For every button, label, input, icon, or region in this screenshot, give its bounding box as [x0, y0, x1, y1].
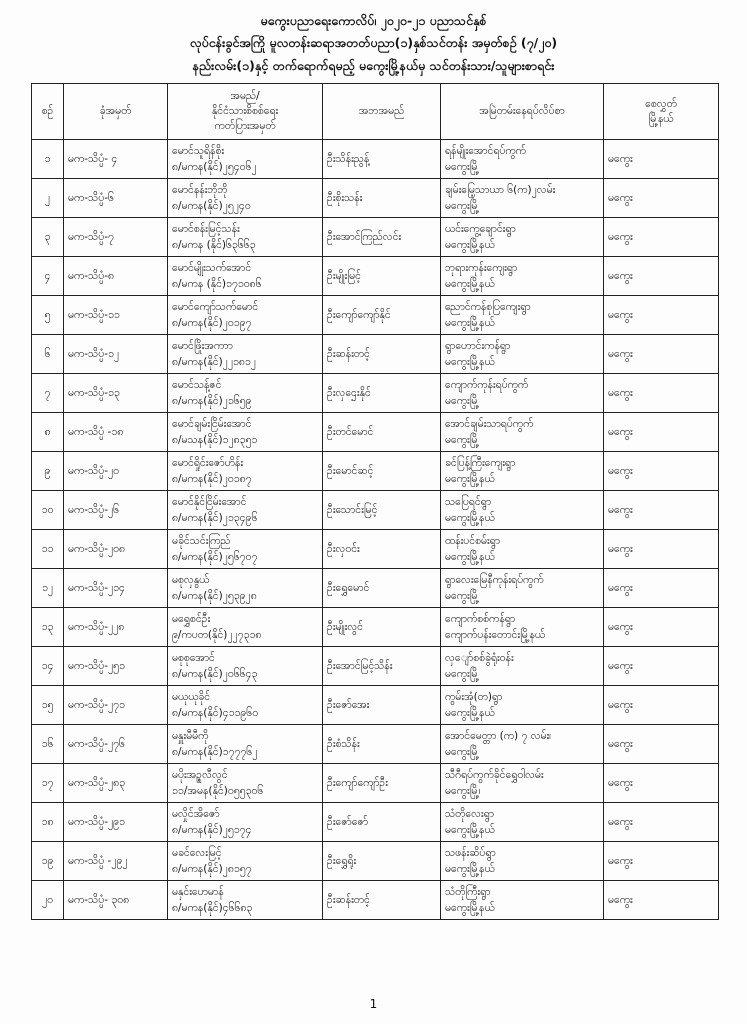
row-address — [441, 881, 604, 920]
row-nrc: ၈/မကန(နိုင်)၂၂၁၈၁၂ — [172, 356, 256, 368]
row-roll: မက-သိပ္ပံ- ၃၀၈ — [64, 881, 168, 920]
header-township-line: စေလွှတ် — [645, 97, 677, 110]
row-name: မစုလှနွယ် — [172, 574, 210, 586]
row-father: ဦးဆန်းတင့် — [323, 335, 441, 374]
row-name-id — [168, 530, 323, 569]
row-no: ၇ — [32, 374, 64, 413]
row-no: ၁၂ — [32, 569, 64, 608]
row-name-id — [168, 686, 323, 725]
row-township: မကွေး — [604, 608, 719, 647]
row-father: ဦးလှဝင်း — [323, 530, 441, 569]
row-address — [441, 413, 604, 452]
row-address-line1: ကွမ်းအုံ(တ)ရွာ — [445, 691, 503, 703]
row-no: ၈ — [32, 413, 64, 452]
table-row — [32, 179, 719, 218]
page-number: 1 — [369, 997, 378, 1011]
row-address-line1: သပြေရင်ရွာ — [445, 496, 492, 508]
row-address — [441, 491, 604, 530]
row-name: မောင်မျိုးသက်အောင် — [172, 262, 252, 274]
row-no: ၄ — [32, 257, 64, 296]
row-roll: မက-သိပ္ပံ-၁၃ — [64, 374, 168, 413]
row-name-id — [168, 374, 323, 413]
row-roll: မက-သိပ္ပံ-၂၀ — [64, 452, 168, 491]
header-name-id — [168, 84, 323, 140]
row-address — [441, 803, 604, 842]
row-address-line2: မကွေးမြို့ — [445, 746, 480, 758]
row-nrc: ၈/မကန(နိုင်)၁၇၇၇၆၂ — [172, 746, 258, 758]
row-township: မကွေး — [604, 413, 719, 452]
row-name-id — [168, 257, 323, 296]
row-address — [441, 608, 604, 647]
row-no: ၁ — [32, 140, 64, 179]
row-name-id — [168, 140, 323, 179]
table-header-row — [32, 84, 719, 140]
table-row — [32, 569, 719, 608]
row-address-line2: မကွေးမြို့ — [445, 395, 480, 407]
row-township: မကွေး — [604, 335, 719, 374]
row-address-line2: မကွေးမြို့ — [445, 200, 480, 212]
row-address — [441, 296, 604, 335]
row-father: ဦးရွှေရိုး — [323, 842, 441, 881]
row-township: မကွေး — [604, 257, 719, 296]
table-row — [32, 530, 719, 569]
row-township: မကွေး — [604, 842, 719, 881]
trainee-table — [31, 83, 719, 920]
row-township: မကွေး — [604, 374, 719, 413]
row-no: ၁၄ — [32, 647, 64, 686]
row-father: ဦးသိန်းညွန့် — [323, 140, 441, 179]
row-nrc: ၈/မကန (နိုင်)၁၇၁၀၈၆ — [172, 278, 262, 290]
row-roll: မက-သိပ္ပံ-၂၇၁ — [64, 686, 168, 725]
row-address-line2: မကွေးမြို့ — [445, 434, 480, 446]
table-row — [32, 725, 719, 764]
table-row — [32, 881, 719, 920]
row-name-id — [168, 491, 323, 530]
row-father: ဦးတင်မောင် — [323, 413, 441, 452]
row-township: မကွေး — [604, 647, 719, 686]
row-father: ဦးဇော်ဇော် — [323, 803, 441, 842]
row-address-line2: မကွေးမြို့နယ် — [445, 317, 495, 329]
table-row — [32, 491, 719, 530]
row-address-line1: သီဂီရပ်ကွက်ခိုင်ရွှေဝါလမ်း — [445, 769, 544, 781]
table-row — [32, 764, 719, 803]
row-roll: မက-သိပ္ပံ-၂၆ — [64, 491, 168, 530]
row-nrc: ၈/မကန(နိုင်)၂၅၂၄၀ — [172, 200, 251, 212]
row-name-id — [168, 608, 323, 647]
row-no: ၁၅ — [32, 686, 64, 725]
row-township: မကွေး — [604, 452, 719, 491]
row-township: မကွေး — [604, 803, 719, 842]
row-address-line1: ရွာလေးမြေနီကုန်းရပ်ကွက် — [445, 574, 544, 586]
row-address-line1: လှျော်စစ်ခွဲရုံးဝန်း — [445, 652, 514, 664]
row-nrc: ၈/မကန (နိုင်)၆၃၆၆၃ — [172, 239, 256, 251]
row-address-line2: ကျောက်ပန်းတောင်းမြို့နယ် — [445, 629, 546, 641]
row-address-line1: ကျောက်စစ်ကန်ရွာ — [445, 613, 516, 625]
row-name: မစုစုအောင် — [172, 652, 215, 664]
row-address — [441, 725, 604, 764]
table-row — [32, 647, 719, 686]
row-address-line1: သဖန်းဆိပ်ရွာ — [445, 847, 496, 859]
row-roll: မက-သိပ္ပံ-၁၁ — [64, 296, 168, 335]
row-name: မောင်သန့်ဇင် — [172, 379, 222, 391]
row-address-line1: ရွာဟောင်းကန်ရွာ — [445, 340, 511, 352]
row-no: ၁၀ — [32, 491, 64, 530]
row-address-line2: မကွေးမြို့နယ် — [445, 824, 495, 836]
row-roll: မက-သိပ္ပံ -၂၉၂ — [64, 842, 168, 881]
row-no: ၁၉ — [32, 842, 64, 881]
row-address — [441, 647, 604, 686]
row-no: ၁၃ — [32, 608, 64, 647]
row-father: ဦးကျော်ကျော်ဦး — [323, 764, 441, 803]
row-name: မခင်လေးမြင့် — [172, 847, 222, 859]
document-title: မကွေးပညာရေးကောလိပ်၊ ၂၀၂၀-၂၁ ပညာသင်နှစ် — [260, 13, 487, 28]
row-name-id — [168, 842, 323, 881]
row-address — [441, 842, 604, 881]
row-name: မရွှေစင်ဦး — [172, 613, 211, 625]
table-body — [32, 140, 719, 920]
row-address-line2: မကွေးမြို့နယ် — [445, 512, 495, 524]
row-address-line2: မကွေးမြို့နယ် — [445, 707, 495, 719]
row-name: မောင်ရှိုင်းဇော်ဟိန်း — [172, 457, 243, 469]
row-nrc: ၈/မသန(နိုင်)၁၂၈၃၅၁ — [172, 434, 258, 446]
row-township: မကွေး — [604, 491, 719, 530]
row-no: ၂၀ — [32, 881, 64, 920]
row-township: မကွေး — [604, 725, 719, 764]
row-address-line2: မကွေးမြို့၊ — [445, 785, 481, 797]
row-address-line1: သံတိုကြီးရွာ — [445, 886, 491, 898]
header-address: အမြဲတမ်းနေရပ်လိပ်စာ — [441, 84, 604, 140]
header-name-id-line: နိုင်ငံသားစိစစ်ရေး — [211, 105, 279, 117]
row-address-line2: မကွေးမြို့နယ် — [445, 551, 495, 563]
row-address — [441, 179, 604, 218]
row-roll: မက-သိပ္ပံ-၂၁၄ — [64, 569, 168, 608]
row-address-line1: အောင်ချမ်းသာရပ်ကွက် — [445, 418, 534, 430]
row-name-id — [168, 881, 323, 920]
header-father: အဘအမည် — [323, 84, 441, 140]
row-address-line2: မကွေးမြို့ — [445, 161, 480, 173]
table-row — [32, 842, 719, 881]
row-roll: မက-သိပ္ပံ-၂၉၁ — [64, 803, 168, 842]
row-nrc: ၈/မကန(နိုင်)၂၅၄၀၆၂ — [172, 161, 257, 173]
row-township: မကွေး — [604, 179, 719, 218]
row-roll: မက-သိပ္ပံ- ၄ — [64, 140, 168, 179]
row-name: မောင်နိုင်ငြိမ်းအောင် — [172, 496, 247, 508]
row-name-id — [168, 569, 323, 608]
row-nrc: ၈/မကန(နိုင်)၄၆၆၈၃ — [172, 902, 253, 914]
header-no: စဉ် — [32, 84, 64, 140]
table-row — [32, 257, 719, 296]
row-name: မောင်စန်းမြင့်သန်း — [172, 223, 240, 235]
row-name-id — [168, 452, 323, 491]
row-nrc: ၈/မကန(နိုင်)၂၁၃၄၉၆ — [172, 512, 258, 524]
row-address-line2: မကွေးမြို့ — [445, 590, 480, 602]
row-township: မကွေး — [604, 530, 719, 569]
table-row — [32, 803, 719, 842]
row-father: ဦးမောင်ဆင့် — [323, 452, 441, 491]
row-roll: မက-သိပ္ပံ-၁၂ — [64, 335, 168, 374]
row-address — [441, 686, 604, 725]
row-father: ဦးလှဌေးနိုင် — [323, 374, 441, 413]
table-row — [32, 413, 719, 452]
row-name: မောင်ချမ်းငြိမ်းအောင် — [172, 418, 252, 430]
row-township: မကွေး — [604, 296, 719, 335]
row-address — [441, 218, 604, 257]
row-township: မကွေး — [604, 569, 719, 608]
header-name-id-line: ကတ်ပြားအမှတ် — [214, 120, 276, 132]
header-township — [604, 84, 719, 140]
row-address-line1: အောင်မေတ္တာ (က) ၇ လမ်း၊ — [445, 730, 551, 742]
row-nrc: ၈/မကန(နိုင်)၄၁၁၉၆၀ — [172, 707, 259, 719]
row-address-line1: ဘုရားကုန်းကျေးရွာ — [445, 262, 518, 274]
table-row — [32, 218, 719, 257]
row-name: မလှိုင်အိဇော် — [172, 808, 220, 820]
row-address — [441, 764, 604, 803]
row-father: ဦးသောင်းမြင့် — [323, 491, 441, 530]
row-no: ၁၇ — [32, 764, 64, 803]
row-roll: မက-သိပ္ပံ-၂၅၁ — [64, 647, 168, 686]
row-father: ဦးမျိုးလွင် — [323, 608, 441, 647]
row-township: မကွေး — [604, 881, 719, 920]
table-row — [32, 452, 719, 491]
table-row — [32, 140, 719, 179]
row-address-line1: ထန်းပင်စမ်းရွာ — [445, 535, 500, 547]
row-name-id — [168, 413, 323, 452]
row-roll: မက-သိပ္ပံ-၈ — [64, 257, 168, 296]
row-roll: မက-သိပ္ပံ-၂၀၈ — [64, 530, 168, 569]
row-father: ဦးကျော်ကျော်နိုင် — [323, 296, 441, 335]
row-father: ဦးအောင်ကြည်လင်း — [323, 218, 441, 257]
row-no: ၉ — [32, 452, 64, 491]
row-name-id — [168, 647, 323, 686]
row-nrc: ၈/မကန(နိုင်)၂၀၁၉၇ — [172, 317, 252, 329]
row-name-id — [168, 764, 323, 803]
row-address-line1: ကျောက်ကုန်းရပ်ကွက် — [445, 379, 529, 391]
table-row — [32, 374, 719, 413]
row-name-id — [168, 803, 323, 842]
row-roll: မက-သိပ္ပံ -၁၈ — [64, 413, 168, 452]
row-name: မယုယုခိုင် — [172, 691, 211, 703]
header-roll: ခုံအမှတ် — [64, 84, 168, 140]
row-address-line2: မကွေးမြို့နယ် — [445, 278, 495, 290]
row-no: ၅ — [32, 296, 64, 335]
row-nrc: ၈/မကန(နိုင်)၂၅၆၇၀၇ — [172, 551, 258, 563]
table-row — [32, 296, 719, 335]
row-address-line2: မကွေးမြို့နယ် — [445, 902, 495, 914]
row-township: မကွေး — [604, 140, 719, 179]
row-father: ဦးအောင်မြင့်သိန်း — [323, 647, 441, 686]
row-nrc: ၈/မကန(နိုင်)၂၈၁၅၇ — [172, 863, 252, 875]
document-subtitle: လုပ်ငန်းခွင်အကြို မူလတန်းဆရာအတတ်ပညာ(၁)နှစ်သင်တန်း အမှတ်စဉ် (၇/၂၀) — [189, 35, 558, 50]
row-address-line2: မကွေးမြို့နယ် — [445, 356, 495, 368]
row-township: မကွေး — [604, 218, 719, 257]
row-address-line1: ညောင်ကန်စုပြကျေးရွာ — [445, 301, 531, 313]
row-township: မကွေး — [604, 686, 719, 725]
row-roll: မက-သိပ္ပံ-၆ — [64, 179, 168, 218]
row-name: မနှူးမီမီကို — [172, 730, 209, 742]
row-father: ဦးစိုးသန်း — [323, 179, 441, 218]
row-address — [441, 140, 604, 179]
row-name: မောင်ဖြိုးအကာာ — [172, 340, 233, 352]
row-address-line1: သံတိုလေးရွာ — [445, 808, 494, 820]
row-nrc: ၉/ကပတ(နိုင်)၂၂၇၃၁၈ — [172, 629, 262, 641]
row-name: မောင်နန်းဘိုဘို — [172, 184, 228, 196]
header-name-id-line: အမည်/ — [230, 90, 260, 102]
row-township: မကွေး — [604, 764, 719, 803]
row-nrc: ၈/မကန(နိုင်)၂၁၆၅၉ — [172, 395, 252, 407]
row-name: မနှင်းဟေမာန် — [172, 886, 224, 898]
row-no: ၁၆ — [32, 725, 64, 764]
row-name: မပိုးအဥ္စလီလွင် — [172, 769, 228, 781]
row-father: ဦးဆန်းတင့် — [323, 881, 441, 920]
row-name-id — [168, 335, 323, 374]
row-address — [441, 374, 604, 413]
row-address-line1: ချမ်းမြေ့သာယာ ၆(က)၂လမ်း — [445, 184, 556, 196]
row-nrc: ၈/မကန(နိုင်)၂၅၁၇၄ — [172, 824, 252, 836]
row-address — [441, 530, 604, 569]
row-father: ဦးရွှေမောင် — [323, 569, 441, 608]
row-no: ၃ — [32, 218, 64, 257]
row-name-id — [168, 296, 323, 335]
row-nrc: ၁၁/အမန(နိုင်)၀၅၅၃၀၆ — [172, 785, 264, 797]
row-address-line2: မကွေးမြို့ — [445, 668, 480, 680]
row-no: ၁၈ — [32, 803, 64, 842]
row-address — [441, 452, 604, 491]
row-address-line1: ခင်ပြန့်ကြီးကျေးရွာ — [445, 457, 516, 469]
row-nrc: ၈/မကန(နိုင်)၂၀၁၈၇ — [172, 473, 252, 485]
row-father: ဦးမျိုးမြင့် — [323, 257, 441, 296]
row-name: မောင်သူရိန်စိုး — [172, 145, 225, 157]
table-row — [32, 686, 719, 725]
row-name: မခိုင်သင်းကြည် — [172, 535, 231, 547]
row-address — [441, 569, 604, 608]
row-no: ၆ — [32, 335, 64, 374]
row-address-line1: ရန်မျိုးအောင်ရပ်ကွက် — [445, 145, 526, 157]
row-name-id — [168, 179, 323, 218]
document-list-title: နည်းလမ်း(၁)နှင့် တက်ရောက်ရမည့် မကွေးမြို့နယ်မှ သင်တန်းသား/သူများစာရင်း — [192, 58, 555, 73]
row-father: ဦးဇော်အေး — [323, 686, 441, 725]
row-address-line1: ယင်းကွေ့ချောင်းရွာ — [445, 223, 516, 235]
row-nrc: ၈/မကန(နိုင်)၂၅၃၉၂၈ — [172, 590, 257, 602]
row-roll: မက-သိပ္ပံ-၂၇၆ — [64, 725, 168, 764]
row-address-line2: မကွေးမြို့နယ် — [445, 863, 495, 875]
row-no: ၁၁ — [32, 530, 64, 569]
row-name-id — [168, 725, 323, 764]
row-address-line2: မကွေးမြို့နယ် — [445, 239, 495, 251]
row-roll: မက-သိပ္ပံ-၂၈၃ — [64, 764, 168, 803]
table-row — [32, 335, 719, 374]
row-address — [441, 335, 604, 374]
row-name-id — [168, 218, 323, 257]
table-row — [32, 608, 719, 647]
row-father: ဦးစံသိန်း — [323, 725, 441, 764]
row-no: ၂ — [32, 179, 64, 218]
header-township-line: မြို့နယ် — [648, 112, 674, 125]
row-address-line2: မကွေးမြို့နယ် — [445, 473, 495, 485]
row-address — [441, 257, 604, 296]
row-roll: မက-သိပ္ပံ-၂၂၈ — [64, 608, 168, 647]
row-name: မောင်ကျော်သက်မောင် — [172, 301, 259, 313]
row-roll: မက-သိပ္ပံ-၇ — [64, 218, 168, 257]
row-nrc: ၈/မကန(နိုင်)၂၀၆၆၄၃ — [172, 668, 258, 680]
